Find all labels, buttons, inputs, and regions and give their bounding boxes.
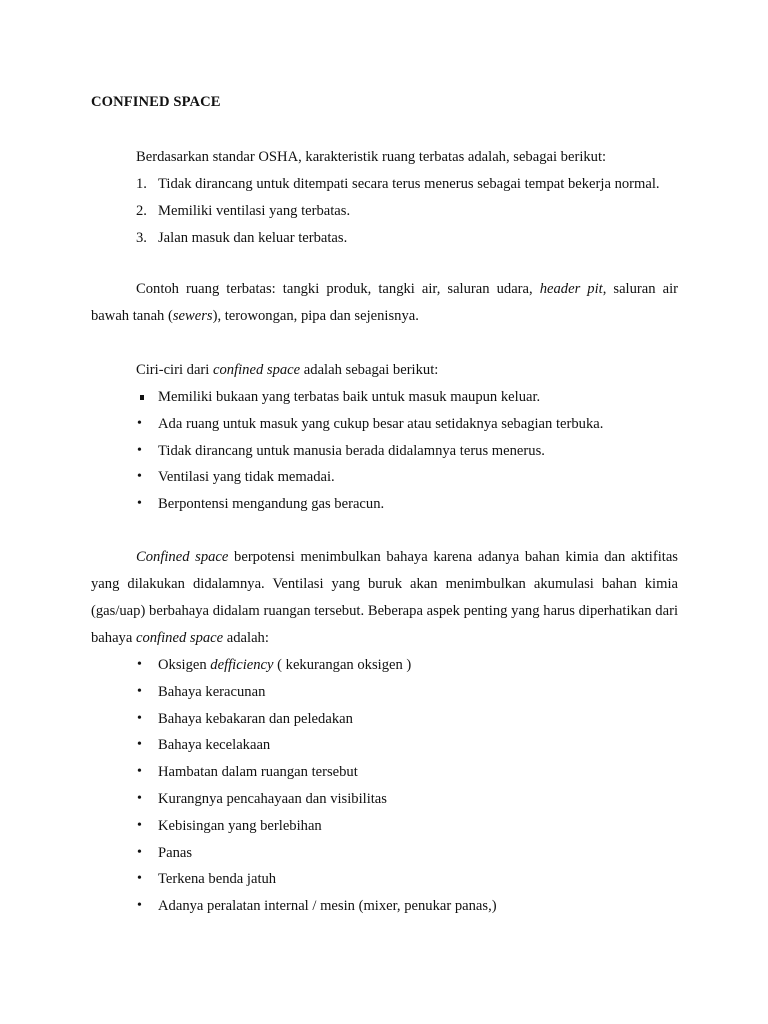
example-text: ), terowongan, pipa dan sejenisnya. — [212, 308, 419, 324]
list-item — [91, 171, 678, 198]
list-item-text: Tidak dirancang untuk manusia berada didalamnya terus menerus. — [158, 442, 545, 459]
list-item — [91, 225, 678, 252]
list-item — [91, 491, 678, 518]
list-item-text: Adanya peralatan internal / mesin (mixer, penukar panas,) — [158, 898, 497, 915]
example-italic: sewers — [172, 308, 213, 324]
list-item — [91, 893, 678, 920]
intro-text: Berdasarkan standar OSHA, karakteristik ruang terbatas adalah, sebagai berikut: — [136, 149, 607, 165]
list-item — [91, 706, 678, 733]
hazards-paragraph — [91, 544, 678, 652]
bullet-icon: • — [137, 898, 142, 914]
list-item — [91, 866, 678, 893]
list-item — [91, 679, 678, 706]
bullet-icon: • — [137, 469, 142, 485]
list-item-text: Bahaya kebakaran dan peledakan — [158, 710, 353, 727]
list-item-text: Jalan masuk dan keluar terbatas. — [158, 229, 348, 246]
list-item-text: Berpontensi mengandung gas beracun. — [158, 496, 385, 513]
list-item-text: Ventilasi yang tidak memadai. — [158, 469, 335, 486]
bullet-icon: • — [137, 442, 142, 458]
bullet-icon: • — [137, 710, 142, 726]
hazards-text: adalah: — [223, 630, 269, 646]
list-item — [91, 652, 678, 679]
bullet-icon: • — [137, 871, 142, 887]
page-title: CONFINED SPACE — [91, 94, 221, 110]
bullet-icon: • — [137, 683, 142, 699]
list-item-text: Hambatan dalam ruangan tersebut — [158, 764, 358, 781]
list-item-text: Tidak dirancang untuk ditempati secara terus menerus sebagai tempat bekerja normal. — [158, 176, 660, 192]
list-item-text: Kebisingan yang berlebihan — [158, 817, 322, 834]
characteristics-text: adalah sebagai berikut: — [300, 362, 439, 378]
list-item-text: Bahaya keracunan — [158, 683, 266, 700]
characteristics-intro — [91, 357, 678, 384]
bullet-icon: • — [137, 790, 142, 806]
characteristics-italic: confined space — [213, 362, 301, 378]
list-number: 2. — [136, 202, 147, 219]
hazards-italic: confined space — [135, 630, 224, 646]
list-item — [91, 732, 678, 759]
hazards-italic: Confined space — [136, 549, 229, 565]
square-bullet-icon — [140, 395, 144, 400]
bullet-icon: • — [137, 496, 142, 512]
hazards-section — [91, 544, 678, 920]
list-item-text: Oksigen — [158, 657, 211, 673]
bullet-icon: • — [137, 415, 142, 431]
list-item-text: Bahaya kecelakaan — [158, 737, 271, 754]
list-item-text: Panas — [158, 844, 193, 861]
example-italic: header pit — [539, 281, 603, 297]
bullet-icon: • — [137, 817, 142, 833]
list-item — [91, 464, 678, 491]
characteristics-list — [91, 384, 678, 518]
list-item — [91, 411, 678, 438]
bullet-icon: • — [137, 844, 142, 860]
list-item — [91, 438, 678, 465]
example-text: , saluran air bawah tanah ( — [91, 281, 678, 324]
list-item — [91, 198, 678, 225]
bullet-icon: • — [137, 657, 142, 672]
numbered-list — [91, 171, 678, 251]
osha-section — [91, 144, 678, 251]
list-item-text: Ada ruang untuk masuk yang cukup besar atau setidaknya sebagian terbuka. — [158, 415, 604, 432]
list-item — [91, 384, 678, 411]
intro-paragraph — [91, 144, 678, 171]
list-item-italic: defficiency — [210, 657, 274, 673]
list-item — [91, 813, 678, 840]
hazards-text: berpotensi menimbulkan bahaya karena adanya bahan kimia dan aktifitas yang dilakukan didalamnya. Ventilasi yang buruk akan menimbulkan akumulasi bahan kimia (gas/uap) berbahaya didalam ruangan tersebut. Beberapa aspek penting yang harus diperhatikan dari bahaya — [91, 549, 678, 646]
list-item — [91, 840, 678, 867]
list-item-text: Kurangnya pencahayaan dan visibilitas — [158, 790, 387, 807]
hazards-list — [91, 652, 678, 920]
list-number: 1. — [136, 176, 147, 192]
characteristics-text: Ciri-ciri dari — [136, 362, 213, 378]
example-text: Contoh ruang terbatas: tangki produk, tangki air, saluran udara, — [136, 281, 540, 297]
list-item-text: ( kekurangan oksigen ) — [273, 657, 412, 673]
list-item-text: Memiliki bukaan yang terbatas baik untuk masuk maupun keluar. — [158, 389, 541, 405]
list-item — [91, 786, 678, 813]
list-number: 3. — [136, 229, 147, 246]
example-paragraph — [91, 276, 678, 330]
bullet-icon: • — [137, 764, 142, 780]
bullet-icon: • — [137, 737, 142, 753]
list-item — [91, 759, 678, 786]
list-item-text: Terkena benda jatuh — [158, 871, 277, 888]
list-item-text: Memiliki ventilasi yang terbatas. — [158, 202, 351, 219]
characteristics-section — [91, 357, 678, 518]
